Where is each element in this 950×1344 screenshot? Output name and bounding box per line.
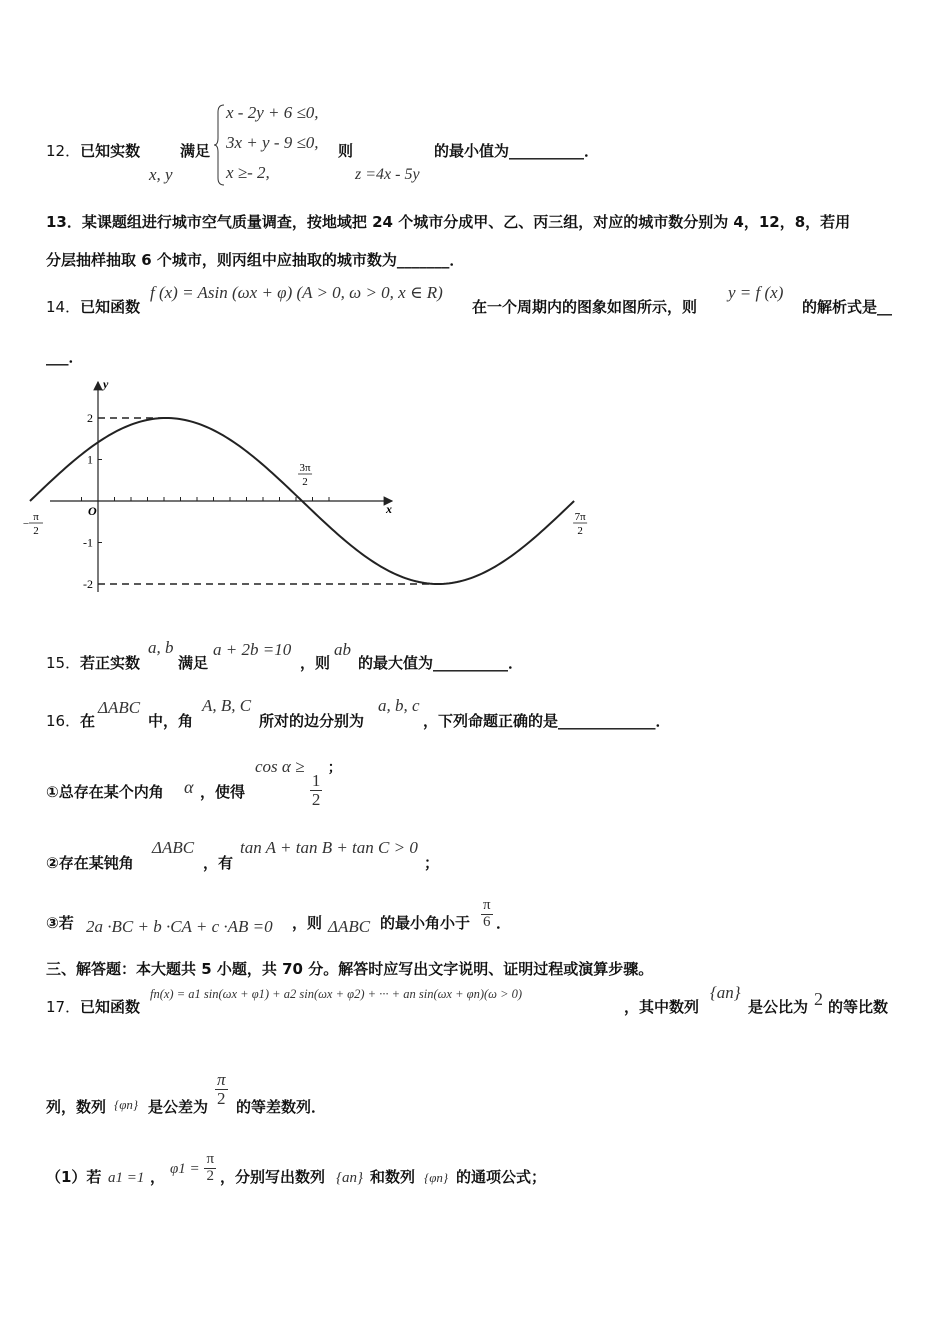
q15-text-d: 的最大值为__________． <box>358 654 524 672</box>
section-heading: 三、解答题：本大题共 5 小题，共 70 分。解答时应写出文字说明、证明过程或演算步骤。 <box>46 960 654 978</box>
q17-text-a: 已知函数 <box>80 998 141 1016</box>
q16-s3-text: ③若 <box>46 914 74 932</box>
q14-func2: y = f (x) <box>728 283 784 302</box>
x-tick-numerator: π <box>33 511 39 523</box>
q12-satisfy: 满足 <box>180 142 211 160</box>
q15-expr: ab <box>334 640 351 659</box>
q14-text: 已知函数 <box>80 298 141 316</box>
q16-text-b: 中，角 <box>148 712 194 730</box>
q17-seq-a: {an} <box>710 983 741 1002</box>
q17-seq-phi: {φn} <box>114 1097 139 1112</box>
q17-diff-num: π <box>217 1070 226 1089</box>
q16-s3-num: π <box>483 897 491 913</box>
q15-text-c: ，则 <box>300 654 331 672</box>
y-tick-label: -2 <box>83 577 93 591</box>
q16-s3-text-c: 的最小角小于 <box>380 914 471 932</box>
q16-s3-den: 6 <box>483 913 491 930</box>
q17-p1-comma: ， <box>150 1168 166 1186</box>
q12-min-blank: 的最小值为__________． <box>434 142 600 160</box>
q16-s3-expr: 2a ·BC + b ·CA + c ·AB =0 <box>86 917 273 936</box>
q14-number: 14． <box>46 298 81 316</box>
q14-line <box>46 296 140 317</box>
q13-line1: 13．某课题组进行城市空气质量调查，按地域把 24 个城市分成甲、乙、丙三组，对应的城市数分别为 4，12，8，若用 <box>46 213 851 231</box>
q16-angles: A, B, C <box>202 696 252 715</box>
q12-text: 已知实数 <box>80 142 141 160</box>
q14-text-b: 在一个周期内的图象如图所示，则 <box>472 298 698 316</box>
q16-s3-frac <box>481 898 493 931</box>
q17-ratio: 2 <box>814 989 823 1009</box>
q16-s2-expr: tan A + tan B + tan C > 0 <box>240 838 418 857</box>
q16-s2-end: ； <box>424 854 440 872</box>
q16-s1-end: ； <box>327 760 342 776</box>
q12-cond2: 3x + y - 9 ≤0, <box>226 133 319 152</box>
q16-s3-end: ． <box>496 914 512 932</box>
q17-p1-text: （1）若 <box>46 1168 102 1186</box>
x-tick-denominator: 2 <box>33 525 39 537</box>
q17-func: fn(x) = a1 sin(ωx + φ1) + a2 sin(ωx + φ2) + ··· + an sin(ωx + φn)(ω > 0) <box>150 987 523 1001</box>
x-tick-labels <box>23 462 587 537</box>
q13-line2: 分层抽样抽取 6 个城市，则丙组中应抽取的城市数为_______． <box>46 251 465 269</box>
q16-s2-text-b: ，有 <box>203 854 234 872</box>
q16-s1-den: 2 <box>311 789 321 809</box>
q17-line2-c: 的等差数列． <box>236 1098 327 1116</box>
q12-vars: x, y <box>149 165 173 184</box>
q16-s1-cos: cos α ≥ <box>255 757 305 776</box>
x-tick-numerator: 3π <box>299 462 311 474</box>
q12-objective: z =4x - 5y <box>355 166 420 183</box>
x-tick-label <box>573 511 587 537</box>
q16-s3-text-b: ，则 <box>292 914 323 932</box>
origin-label: O <box>88 504 97 518</box>
q16-s2-text: ②存在某钝角 <box>46 854 134 872</box>
q16-text-a: 在 <box>80 712 96 730</box>
q17-p1-frac <box>204 1152 216 1185</box>
q17-p1-seq-a: {an} <box>336 1170 363 1186</box>
q17-diff-frac <box>215 1071 228 1108</box>
q14-line2: ___． <box>46 348 84 366</box>
q17-p1-den: 2 <box>206 1167 214 1184</box>
q17-p1-cond1: a1 =1 <box>108 1170 145 1186</box>
q17-p1-text-c: 和数列 <box>370 1168 416 1186</box>
q12-number: 12． <box>46 142 81 160</box>
x-tick-label <box>298 462 312 488</box>
q12-cond3: x ≥- 2, <box>226 163 270 182</box>
q15-number: 15． <box>46 654 81 672</box>
q12-then: 则 <box>338 142 354 160</box>
sine-graph <box>22 370 586 600</box>
q16-text-c: 所对的边分别为 <box>259 712 365 730</box>
q14-text-c: 的解析式是__ <box>802 298 893 316</box>
x-tick-sign: − <box>22 518 30 530</box>
q16-tri: ΔABC <box>98 698 141 717</box>
q17-diff-den: 2 <box>217 1088 226 1108</box>
q17-p1-num: π <box>206 1151 215 1167</box>
left-brace-icon <box>214 104 226 186</box>
y-tick-label: 1 <box>87 452 93 467</box>
q17-p1-phi1: φ1 = <box>170 1160 200 1177</box>
q16-s3-tri: ΔABC <box>328 917 371 936</box>
x-tick-denominator: 2 <box>577 525 583 537</box>
x-tick-denominator: 2 <box>302 476 308 488</box>
q17-p1-seq-phi: {φn} <box>424 1170 449 1185</box>
q17-p1-cond2 <box>170 1152 216 1185</box>
y-tick-label: 2 <box>87 411 93 425</box>
q16-text-d: ，下列命题正确的是_____________． <box>423 712 671 730</box>
q14-func: f (x) = Asin (ωx + φ) (A > 0, ω > 0, x ∈ R) <box>150 283 443 302</box>
q17-p1-text-b: ，分别写出数列 <box>220 1168 326 1186</box>
q15-text-a: 若正实数 <box>80 654 141 672</box>
q17-text-c: 是公比为 <box>748 998 809 1016</box>
q17-line2-a: 列，数列 <box>46 1098 107 1116</box>
x-axis-label: x <box>386 502 392 516</box>
q16-s2-tri: ΔABC <box>152 838 195 857</box>
y-axis-label: y <box>103 377 109 391</box>
q16-s1-expr <box>255 757 342 809</box>
q17-text-b: ，其中数列 <box>624 998 700 1016</box>
q16-s1-alpha: α <box>184 777 194 797</box>
q12-cond1: x - 2y + 6 ≤0, <box>226 103 319 122</box>
q16-s1-frac <box>310 772 323 809</box>
q17-text-d: 的等比数 <box>828 998 889 1016</box>
q16-number: 16． <box>46 712 81 730</box>
q15-cond: a + 2b =10 <box>213 640 292 659</box>
x-tick-label <box>23 511 43 537</box>
q15-text-b: 满足 <box>178 654 209 672</box>
q17-p1-text-d: 的通项公式； <box>456 1168 547 1186</box>
q17-line2-b: 是公差为 <box>148 1098 209 1116</box>
x-tick-numerator: 7π <box>574 511 586 523</box>
y-tick-label: -1 <box>83 535 93 550</box>
q16-sides: a, b, c <box>378 696 420 715</box>
q12-line <box>46 140 140 161</box>
q17-number: 17． <box>46 998 81 1016</box>
q16-s1-num: 1 <box>311 771 321 790</box>
q16-s1-text: ①总存在某个内角 <box>46 783 164 801</box>
q15-vars: a, b <box>148 638 174 657</box>
q16-s1-text-b: ，使得 <box>200 783 246 801</box>
